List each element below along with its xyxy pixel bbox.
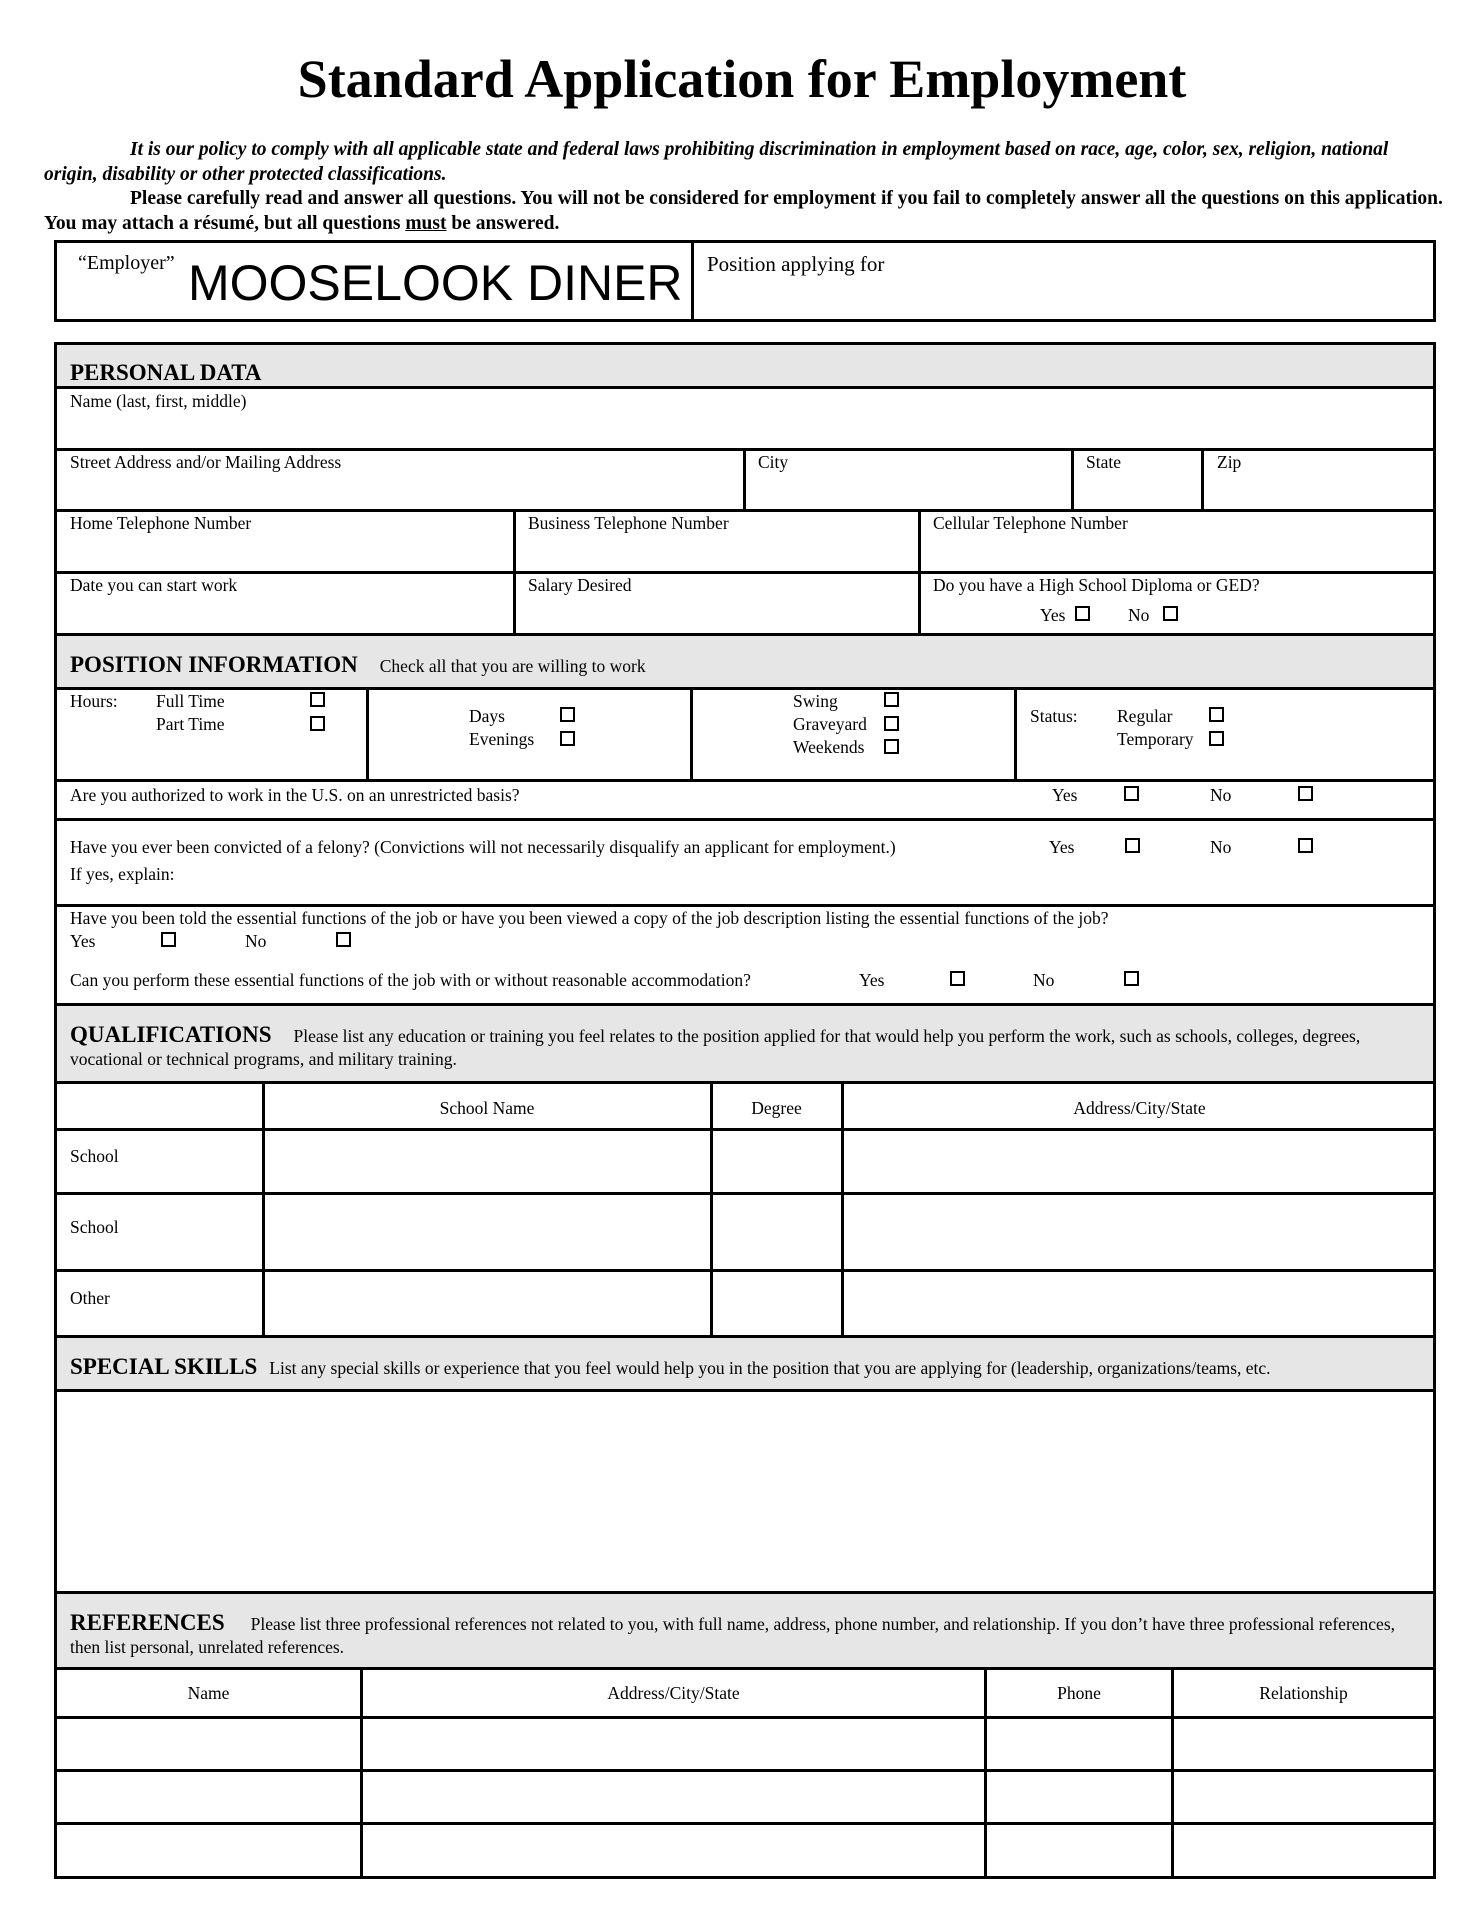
diploma-yes-label: Yes xyxy=(1040,605,1066,625)
full-time-label: Full Time xyxy=(156,691,225,711)
essential-told-no-label: No xyxy=(245,931,267,951)
section-note: Check all that you are willing to work xyxy=(379,656,646,676)
salary-field[interactable]: Salary Desired xyxy=(528,575,632,595)
section-title: PERSONAL DATA xyxy=(70,360,262,385)
intro xyxy=(44,138,1444,236)
graveyard-label: Graveyard xyxy=(793,714,867,734)
rule xyxy=(54,779,1436,782)
personal-data-header xyxy=(70,360,261,386)
cell-phone-field[interactable]: Cellular Telephone Number xyxy=(933,513,1128,533)
rule xyxy=(54,904,1436,907)
instructions-text: Please carefully read and answer all questions. You will not be considered for employment if you fail to completely answer all the questions on this application. You may attach a résumé, but all questions xyxy=(44,188,1443,234)
home-phone-field[interactable]: Home Telephone Number xyxy=(70,513,252,533)
full-time-checkbox[interactable] xyxy=(310,692,325,707)
column-header: Address/City/State xyxy=(607,1683,740,1703)
regular-checkbox[interactable] xyxy=(1209,707,1224,722)
rule xyxy=(54,1822,1436,1825)
diploma-yes-checkbox[interactable] xyxy=(1075,606,1090,621)
column-header: Address/City/State xyxy=(1073,1098,1206,1118)
felony-yes-checkbox[interactable] xyxy=(1125,838,1140,853)
divider xyxy=(743,448,746,511)
felony-no-checkbox[interactable] xyxy=(1298,838,1313,853)
authorized-yes-label: Yes xyxy=(1052,785,1078,805)
part-time-label: Part Time xyxy=(156,714,225,734)
status-label: Status: xyxy=(1030,706,1078,726)
diploma-no-checkbox[interactable] xyxy=(1163,606,1178,621)
days-checkbox[interactable] xyxy=(560,707,575,722)
section-note: Please list any education or training you feel relates to the position applied for that would help you perform the work, such as schools, colleges, degrees, vocational or technical programs, and military training. xyxy=(70,1026,1361,1069)
felony-question: Have you ever been convicted of a felony? (Convictions will not necessarily disqualify an applicant for employment.) xyxy=(70,837,896,857)
section-note: List any special skills or experience that you feel would help you in the position that you are applying for (leadership, organizations/teams, etc. xyxy=(269,1358,1271,1378)
special-skills-textarea[interactable] xyxy=(58,1393,1432,1589)
weekends-label: Weekends xyxy=(793,737,865,757)
essential-told-yes-checkbox[interactable] xyxy=(161,932,176,947)
essential-told-no-checkbox[interactable] xyxy=(336,932,351,947)
authorized-yes-checkbox[interactable] xyxy=(1124,786,1139,801)
row-label: School xyxy=(70,1217,119,1237)
rule xyxy=(54,1667,1436,1670)
divider xyxy=(841,1081,844,1337)
regular-label: Regular xyxy=(1117,706,1173,726)
instructions-end: be answered. xyxy=(446,212,560,234)
row-label: School xyxy=(70,1146,119,1166)
rule xyxy=(54,1591,1436,1594)
rule xyxy=(54,633,1436,636)
temporary-label: Temporary xyxy=(1117,729,1194,749)
rule xyxy=(54,1003,1436,1006)
essential-told-yes-label: Yes xyxy=(70,931,96,951)
section-title: POSITION INFORMATION xyxy=(70,652,358,677)
state-field[interactable]: State xyxy=(1086,452,1121,472)
references-header xyxy=(70,1611,1410,1659)
section-title: SPECIAL SKILLS xyxy=(70,1354,258,1379)
rule xyxy=(54,571,1436,574)
special-skills-header xyxy=(70,1354,1271,1380)
essential-perform-yes-checkbox[interactable] xyxy=(950,971,965,986)
city-field[interactable]: City xyxy=(758,452,789,472)
felony-explain-field[interactable]: If yes, explain: xyxy=(70,864,175,884)
essential-perform-no-checkbox[interactable] xyxy=(1124,971,1139,986)
divider xyxy=(690,687,693,781)
essential-perform-no-label: No xyxy=(1033,970,1055,990)
column-header: School Name xyxy=(439,1098,535,1118)
divider xyxy=(1071,448,1074,511)
column-header: Name xyxy=(187,1683,230,1703)
rule xyxy=(54,1769,1436,1772)
street-field[interactable]: Street Address and/or Mailing Address xyxy=(70,452,342,472)
divider xyxy=(691,240,694,322)
page-title: Standard Application for Employment xyxy=(297,49,1187,109)
zip-field[interactable]: Zip xyxy=(1217,452,1242,472)
essential-perform-question: Can you perform these essential functions of the job with or without reasonable accommodation? xyxy=(70,970,751,990)
authorized-no-label: No xyxy=(1210,785,1232,805)
column-header: Relationship xyxy=(1259,1683,1348,1703)
evenings-checkbox[interactable] xyxy=(560,731,575,746)
essential-told-question: Have you been told the essential functions of the job or have you been viewed a copy of the job description listing the essential functions of the job? xyxy=(70,908,1109,928)
instructions-must: must xyxy=(405,212,447,234)
felony-yes-label: Yes xyxy=(1049,837,1075,857)
position-applying-field[interactable]: Position applying for xyxy=(707,252,885,276)
column-header: Phone xyxy=(1057,1683,1101,1703)
part-time-checkbox[interactable] xyxy=(310,716,325,731)
hours-label: Hours: xyxy=(70,691,118,711)
divider xyxy=(1201,448,1204,511)
essential-perform-yes-label: Yes xyxy=(859,970,885,990)
position-info-header xyxy=(70,652,646,678)
policy-statement: It is our policy to comply with all applicable state and federal laws prohibiting discrimination in employment based on race, age, color, sex, religion, national origin, disability or other protected classifications. xyxy=(44,139,1389,185)
swing-label: Swing xyxy=(793,691,838,711)
temporary-checkbox[interactable] xyxy=(1209,731,1224,746)
diploma-question: Do you have a High School Diploma or GED? xyxy=(933,575,1260,595)
employer-name-field[interactable]: MOOSELOOK DINER xyxy=(188,255,683,311)
graveyard-checkbox[interactable] xyxy=(884,716,899,731)
swing-checkbox[interactable] xyxy=(884,692,899,707)
rule xyxy=(54,687,1436,690)
weekends-checkbox[interactable] xyxy=(884,739,899,754)
divider xyxy=(710,1081,713,1337)
felony-no-label: No xyxy=(1210,837,1232,857)
evenings-label: Evenings xyxy=(469,729,535,749)
name-field[interactable]: Name (last, first, middle) xyxy=(70,391,247,411)
qualifications-header xyxy=(70,1023,1430,1071)
rule xyxy=(54,1716,1436,1719)
rule xyxy=(54,1389,1436,1392)
rule xyxy=(54,818,1436,821)
start-date-field[interactable]: Date you can start work xyxy=(70,575,238,595)
divider xyxy=(513,509,516,635)
days-label: Days xyxy=(469,706,505,726)
business-phone-field[interactable]: Business Telephone Number xyxy=(528,513,729,533)
row-label: Other xyxy=(70,1288,110,1308)
divider xyxy=(262,1081,265,1337)
authorized-no-checkbox[interactable] xyxy=(1298,786,1313,801)
rule xyxy=(54,386,1436,389)
authorized-question: Are you authorized to work in the U.S. on an unrestricted basis? xyxy=(70,785,520,805)
divider xyxy=(918,509,921,635)
diploma-no-label: No xyxy=(1128,605,1150,625)
divider xyxy=(366,687,369,781)
employer-label: “Employer” xyxy=(78,252,175,274)
section-note: Please list three professional references not related to you, with full name, address, phone number, and relationship. If you don’t have three professional references, then list personal, unrelated references. xyxy=(70,1614,1396,1657)
section-title: REFERENCES xyxy=(70,1610,225,1635)
instructions xyxy=(44,187,1444,236)
column-header: Degree xyxy=(751,1098,802,1118)
divider xyxy=(1014,687,1017,781)
section-title: QUALIFICATIONS xyxy=(70,1022,272,1047)
